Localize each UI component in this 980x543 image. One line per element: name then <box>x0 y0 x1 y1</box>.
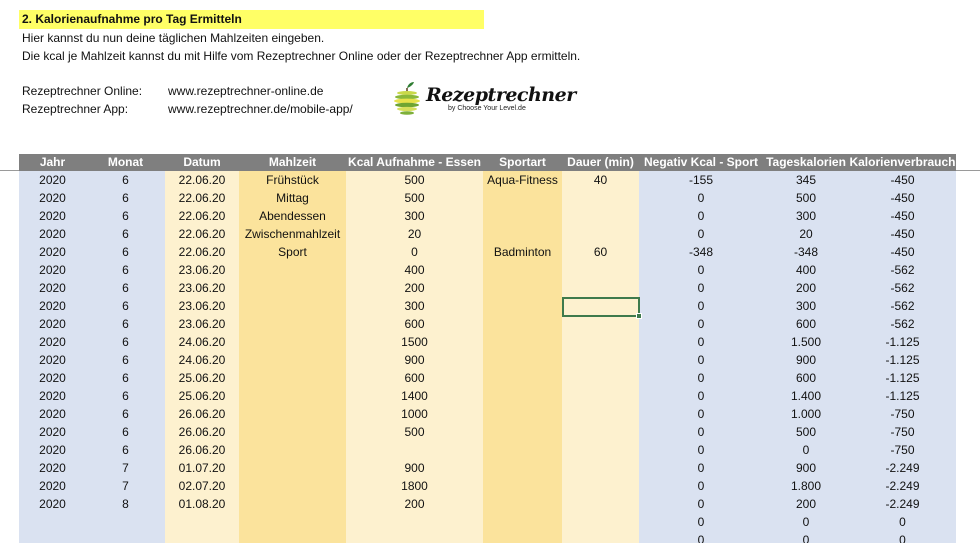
cell-monat[interactable]: 6 <box>86 171 165 189</box>
cell-kalorienverbrauch[interactable]: -2.249 <box>849 477 956 495</box>
cell-jahr[interactable]: 2020 <box>19 423 86 441</box>
table-row <box>19 459 956 477</box>
cell-monat[interactable]: 6 <box>86 387 165 405</box>
cell-kalorienverbrauch[interactable]: -2.249 <box>849 495 956 513</box>
cell-dauer[interactable]: 40 <box>562 171 639 189</box>
cell-mahlzeit[interactable] <box>239 459 346 477</box>
cell-dauer[interactable] <box>562 405 639 423</box>
cell-monat[interactable] <box>86 513 165 531</box>
link-url-app[interactable]: www.rezeptrechner.de/mobile-app/ <box>168 102 353 116</box>
cell-kalorienverbrauch[interactable]: -450 <box>849 225 956 243</box>
cell-monat[interactable]: 6 <box>86 441 165 459</box>
table-row <box>19 333 956 351</box>
cell-kalorienverbrauch[interactable]: -450 <box>849 189 956 207</box>
cell-kalorienverbrauch[interactable]: 0 <box>849 513 956 531</box>
cell-kcal-aufnahme[interactable]: 500 <box>346 423 483 441</box>
cell-negativ-kcal[interactable]: 0 <box>639 207 763 225</box>
table-header-row <box>19 154 956 171</box>
cell-datum[interactable]: 26.06.20 <box>165 423 239 441</box>
cell-negativ-kcal[interactable]: -348 <box>639 243 763 261</box>
cell-jahr[interactable]: 2020 <box>19 225 86 243</box>
cell-monat[interactable]: 6 <box>86 369 165 387</box>
cell-monat[interactable]: 6 <box>86 315 165 333</box>
cell-kcal-aufnahme[interactable]: 300 <box>346 207 483 225</box>
cell-negativ-kcal[interactable]: 0 <box>639 459 763 477</box>
cell-tageskalorien[interactable]: 200 <box>763 279 849 297</box>
cell-kalorienverbrauch[interactable]: -562 <box>849 261 956 279</box>
cell-jahr[interactable] <box>19 513 86 531</box>
cell-kalorienverbrauch[interactable]: -450 <box>849 171 956 189</box>
cell-datum[interactable] <box>165 531 239 543</box>
cell-jahr[interactable]: 2020 <box>19 207 86 225</box>
column-header-mahlzeit[interactable]: Mahlzeit <box>268 155 317 169</box>
cell-dauer[interactable] <box>562 387 639 405</box>
cell-negativ-kcal[interactable]: 0 <box>639 261 763 279</box>
cell-jahr[interactable]: 2020 <box>19 333 86 351</box>
cell-negativ-kcal[interactable]: 0 <box>639 441 763 459</box>
table-row <box>19 405 956 423</box>
cell-datum[interactable]: 22.06.20 <box>165 225 239 243</box>
cell-monat[interactable]: 6 <box>86 261 165 279</box>
cell-negativ-kcal[interactable]: 0 <box>639 369 763 387</box>
table-row <box>19 189 956 207</box>
cell-jahr[interactable] <box>19 531 86 543</box>
cell-kalorienverbrauch[interactable]: -750 <box>849 405 956 423</box>
cell-datum[interactable]: 01.07.20 <box>165 459 239 477</box>
cell-datum[interactable]: 23.06.20 <box>165 315 239 333</box>
cell-kalorienverbrauch[interactable]: -450 <box>849 207 956 225</box>
cell-mahlzeit[interactable] <box>239 441 346 459</box>
cell-mahlzeit[interactable] <box>239 423 346 441</box>
cell-kcal-aufnahme[interactable] <box>346 441 483 459</box>
cell-jahr[interactable]: 2020 <box>19 369 86 387</box>
cell-mahlzeit[interactable]: Mittag <box>239 189 346 207</box>
cell-jahr[interactable]: 2020 <box>19 351 86 369</box>
cell-monat[interactable]: 7 <box>86 477 165 495</box>
cell-kalorienverbrauch[interactable]: -750 <box>849 423 956 441</box>
cell-tageskalorien[interactable]: 0 <box>763 513 849 531</box>
cell-mahlzeit[interactable] <box>239 495 346 513</box>
cell-sportart[interactable] <box>483 207 562 225</box>
cell-kcal-aufnahme[interactable]: 900 <box>346 459 483 477</box>
cell-monat[interactable]: 6 <box>86 207 165 225</box>
cell-kcal-aufnahme[interactable] <box>346 531 483 543</box>
cell-datum[interactable]: 25.06.20 <box>165 369 239 387</box>
column-header-kcal-aufnahme[interactable]: Kcal Aufnahme - Essen <box>348 155 481 169</box>
cell-monat[interactable]: 8 <box>86 495 165 513</box>
table-row <box>19 531 956 543</box>
cell-sportart[interactable] <box>483 297 562 315</box>
table-row <box>19 207 956 225</box>
cell-tageskalorien[interactable]: 1.000 <box>763 405 849 423</box>
cell-dauer[interactable] <box>562 441 639 459</box>
cell-tageskalorien[interactable]: 300 <box>763 207 849 225</box>
cell-kcal-aufnahme[interactable]: 0 <box>346 243 483 261</box>
link-url-online[interactable]: www.rezeptrechner-online.de <box>168 84 324 98</box>
cell-kalorienverbrauch[interactable]: -562 <box>849 315 956 333</box>
cell-negativ-kcal[interactable]: 0 <box>639 351 763 369</box>
cell-kalorienverbrauch[interactable]: -450 <box>849 243 956 261</box>
column-header-monat[interactable]: Monat <box>107 155 144 169</box>
cell-monat[interactable] <box>86 531 165 543</box>
cell-datum[interactable]: 22.06.20 <box>165 207 239 225</box>
calorie-table <box>19 154 956 543</box>
cell-datum[interactable] <box>165 513 239 531</box>
cell-monat[interactable]: 6 <box>86 225 165 243</box>
cell-sportart[interactable] <box>483 459 562 477</box>
cell-dauer[interactable] <box>562 513 639 531</box>
cell-negativ-kcal[interactable]: 0 <box>639 225 763 243</box>
cell-mahlzeit[interactable]: Zwischenmahlzeit <box>239 225 346 243</box>
cell-jahr[interactable]: 2020 <box>19 495 86 513</box>
cell-sportart[interactable] <box>483 387 562 405</box>
cell-datum[interactable]: 23.06.20 <box>165 297 239 315</box>
cell-sportart[interactable] <box>483 513 562 531</box>
cell-sportart[interactable] <box>483 189 562 207</box>
cell-sportart[interactable] <box>483 315 562 333</box>
cell-sportart[interactable] <box>483 423 562 441</box>
cell-negativ-kcal[interactable]: 0 <box>639 405 763 423</box>
cell-negativ-kcal[interactable]: 0 <box>639 279 763 297</box>
table-row <box>19 441 956 459</box>
cell-negativ-kcal[interactable]: 0 <box>639 333 763 351</box>
cell-mahlzeit[interactable] <box>239 405 346 423</box>
cell-datum[interactable]: 22.06.20 <box>165 171 239 189</box>
cell-tageskalorien[interactable]: 1.500 <box>763 333 849 351</box>
cell-tageskalorien[interactable]: 200 <box>763 495 849 513</box>
table-row <box>19 279 956 297</box>
cell-negativ-kcal[interactable]: 0 <box>639 423 763 441</box>
cell-jahr[interactable]: 2020 <box>19 477 86 495</box>
cell-monat[interactable]: 6 <box>86 423 165 441</box>
cell-jahr[interactable]: 2020 <box>19 261 86 279</box>
cell-kalorienverbrauch[interactable]: -1.125 <box>849 369 956 387</box>
cell-kalorienverbrauch[interactable]: -1.125 <box>849 351 956 369</box>
cell-jahr[interactable]: 2020 <box>19 243 86 261</box>
cell-sportart[interactable] <box>483 531 562 543</box>
cell-dauer[interactable] <box>562 423 639 441</box>
cell-negativ-kcal[interactable]: 0 <box>639 297 763 315</box>
cell-monat[interactable]: 6 <box>86 333 165 351</box>
cell-dauer[interactable] <box>562 279 639 297</box>
cell-jahr[interactable]: 2020 <box>19 171 86 189</box>
cell-mahlzeit[interactable] <box>239 351 346 369</box>
cell-sportart[interactable]: Badminton <box>483 243 562 261</box>
table-row <box>19 369 956 387</box>
table-row <box>19 261 956 279</box>
cell-datum[interactable]: 24.06.20 <box>165 333 239 351</box>
cell-jahr[interactable]: 2020 <box>19 405 86 423</box>
logo-wordmark: Rezeptrechner <box>426 84 576 106</box>
link-label-app: Rezeptrechner App: <box>22 102 129 116</box>
cell-mahlzeit[interactable] <box>239 477 346 495</box>
cell-mahlzeit[interactable]: Abendessen <box>239 207 346 225</box>
cell-tageskalorien[interactable]: 600 <box>763 369 849 387</box>
cell-tageskalorien[interactable]: 345 <box>763 171 849 189</box>
cell-tageskalorien[interactable]: 300 <box>763 297 849 315</box>
column-header-jahr[interactable]: Jahr <box>39 155 66 169</box>
cell-jahr[interactable]: 2020 <box>19 315 86 333</box>
cell-datum[interactable]: 01.08.20 <box>165 495 239 513</box>
cell-sportart[interactable] <box>483 495 562 513</box>
table-row <box>19 315 956 333</box>
cell-sportart[interactable] <box>483 405 562 423</box>
cell-sportart[interactable] <box>483 351 562 369</box>
cell-datum[interactable]: 22.06.20 <box>165 243 239 261</box>
table-row <box>19 297 956 315</box>
cell-dauer[interactable] <box>562 225 639 243</box>
cell-jahr[interactable]: 2020 <box>19 297 86 315</box>
cell-kcal-aufnahme[interactable]: 20 <box>346 225 483 243</box>
table-body <box>19 171 956 543</box>
cell-dauer[interactable] <box>562 495 639 513</box>
cell-sportart[interactable] <box>483 477 562 495</box>
cell-negativ-kcal[interactable]: 0 <box>639 315 763 333</box>
column-header-datum[interactable]: Datum <box>183 155 221 169</box>
cell-mahlzeit[interactable] <box>239 369 346 387</box>
cell-kcal-aufnahme[interactable]: 1800 <box>346 477 483 495</box>
cell-kcal-aufnahme[interactable]: 600 <box>346 369 483 387</box>
cell-kalorienverbrauch[interactable]: -562 <box>849 297 956 315</box>
cell-negativ-kcal[interactable]: 0 <box>639 477 763 495</box>
cell-kcal-aufnahme[interactable]: 1400 <box>346 387 483 405</box>
cell-kcal-aufnahme[interactable]: 600 <box>346 315 483 333</box>
cell-kalorienverbrauch[interactable]: -750 <box>849 441 956 459</box>
table-row <box>19 351 956 369</box>
intro-text-2: Die kcal je Mahlzeit kannst du mit Hilfe vom Rezeptrechner Online oder der Rezeptrechner App ermitteln. <box>22 49 581 63</box>
table-row <box>19 423 956 441</box>
cell-monat[interactable]: 6 <box>86 243 165 261</box>
cell-tageskalorien[interactable]: 600 <box>763 315 849 333</box>
cell-negativ-kcal[interactable]: 0 <box>639 387 763 405</box>
cell-sportart[interactable] <box>483 441 562 459</box>
cell-mahlzeit[interactable] <box>239 333 346 351</box>
column-header-dauer[interactable]: Dauer (min) <box>567 155 634 169</box>
cell-kalorienverbrauch[interactable]: 0 <box>849 531 956 543</box>
cell-dauer[interactable]: 60 <box>562 243 639 261</box>
cell-kalorienverbrauch[interactable]: -1.125 <box>849 333 956 351</box>
cell-jahr[interactable]: 2020 <box>19 441 86 459</box>
cell-dauer[interactable] <box>562 459 639 477</box>
cell-negativ-kcal[interactable]: 0 <box>639 189 763 207</box>
cell-datum[interactable]: 02.07.20 <box>165 477 239 495</box>
cell-sportart[interactable] <box>483 261 562 279</box>
table-row <box>19 171 956 189</box>
cell-mahlzeit[interactable]: Sport <box>239 243 346 261</box>
table-row <box>19 513 956 531</box>
cell-negativ-kcal[interactable]: 0 <box>639 495 763 513</box>
cell-tageskalorien[interactable]: 500 <box>763 189 849 207</box>
fill-handle[interactable] <box>636 313 642 319</box>
cell-datum[interactable]: 25.06.20 <box>165 387 239 405</box>
cell-monat[interactable]: 6 <box>86 405 165 423</box>
cell-datum[interactable]: 26.06.20 <box>165 405 239 423</box>
cell-tageskalorien[interactable]: 500 <box>763 423 849 441</box>
cell-tageskalorien[interactable]: -348 <box>763 243 849 261</box>
cell-datum[interactable]: 24.06.20 <box>165 351 239 369</box>
cell-jahr[interactable]: 2020 <box>19 189 86 207</box>
logo-tagline: by Choose Your Level.de <box>448 105 526 112</box>
column-header-kalorienverbrauch[interactable]: Kalorienverbrauch <box>849 155 956 169</box>
intro-text-1: Hier kannst du nun deine täglichen Mahlzeiten eingeben. <box>22 31 325 45</box>
cell-datum[interactable]: 22.06.20 <box>165 189 239 207</box>
cell-mahlzeit[interactable] <box>239 261 346 279</box>
cell-jahr[interactable]: 2020 <box>19 387 86 405</box>
cell-negativ-kcal[interactable]: 0 <box>639 531 763 543</box>
cell-sportart[interactable] <box>483 279 562 297</box>
cell-datum[interactable]: 23.06.20 <box>165 261 239 279</box>
cell-sportart[interactable] <box>483 225 562 243</box>
cell-dauer[interactable] <box>562 333 639 351</box>
cell-dauer[interactable] <box>562 531 639 543</box>
cell-tageskalorien[interactable]: 400 <box>763 261 849 279</box>
rezeptrechner-logo <box>392 79 576 119</box>
cell-kcal-aufnahme[interactable]: 900 <box>346 351 483 369</box>
cell-kcal-aufnahme[interactable]: 200 <box>346 279 483 297</box>
cell-sportart[interactable] <box>483 333 562 351</box>
cell-dauer[interactable] <box>562 261 639 279</box>
cell-jahr[interactable]: 2020 <box>19 279 86 297</box>
table-row <box>19 387 956 405</box>
table-row <box>19 495 956 513</box>
cell-kcal-aufnahme[interactable]: 1000 <box>346 405 483 423</box>
table-row <box>19 477 956 495</box>
cell-tageskalorien[interactable]: 20 <box>763 225 849 243</box>
cell-monat[interactable]: 6 <box>86 189 165 207</box>
cell-kcal-aufnahme[interactable]: 400 <box>346 261 483 279</box>
column-header-sportart[interactable]: Sportart <box>499 155 546 169</box>
cell-datum[interactable]: 26.06.20 <box>165 441 239 459</box>
table-row <box>19 225 956 243</box>
cell-kcal-aufnahme[interactable]: 200 <box>346 495 483 513</box>
cell-dauer[interactable] <box>562 477 639 495</box>
table-row <box>19 243 956 261</box>
cell-kcal-aufnahme[interactable]: 500 <box>346 189 483 207</box>
cell-sportart[interactable]: Aqua-Fitness <box>483 171 562 189</box>
cell-monat[interactable]: 6 <box>86 351 165 369</box>
cell-monat[interactable]: 7 <box>86 459 165 477</box>
cell-tageskalorien[interactable]: 1.800 <box>763 477 849 495</box>
cell-mahlzeit[interactable] <box>239 513 346 531</box>
cell-tageskalorien[interactable]: 900 <box>763 459 849 477</box>
cell-kcal-aufnahme[interactable]: 1500 <box>346 333 483 351</box>
cell-mahlzeit[interactable] <box>239 315 346 333</box>
cell-sportart[interactable] <box>483 369 562 387</box>
cell-mahlzeit[interactable]: Frühstück <box>239 171 346 189</box>
cell-kcal-aufnahme[interactable] <box>346 513 483 531</box>
cell-monat[interactable]: 6 <box>86 297 165 315</box>
cell-negativ-kcal[interactable]: 0 <box>639 513 763 531</box>
cell-mahlzeit[interactable] <box>239 531 346 543</box>
column-header-tageskalorien[interactable]: Tageskalorien <box>766 155 846 169</box>
cell-kalorienverbrauch[interactable]: -2.249 <box>849 459 956 477</box>
cell-mahlzeit[interactable] <box>239 279 346 297</box>
section-title: 2. Kalorienaufnahme pro Tag Ermitteln <box>19 10 484 29</box>
cell-dauer[interactable] <box>562 315 639 333</box>
cell-datum[interactable]: 23.06.20 <box>165 279 239 297</box>
cell-dauer[interactable] <box>562 207 639 225</box>
cell-kalorienverbrauch[interactable]: -1.125 <box>849 387 956 405</box>
cell-kcal-aufnahme[interactable]: 500 <box>346 171 483 189</box>
cell-monat[interactable]: 6 <box>86 279 165 297</box>
column-header-negativ-kcal[interactable]: Negativ Kcal - Sport <box>643 155 759 169</box>
cell-dauer[interactable] <box>562 351 639 369</box>
cell-tageskalorien[interactable]: 900 <box>763 351 849 369</box>
cell-negativ-kcal[interactable]: -155 <box>639 171 763 189</box>
cell-dauer[interactable] <box>562 369 639 387</box>
cell-jahr[interactable]: 2020 <box>19 459 86 477</box>
apple-logo-icon <box>392 81 422 117</box>
cell-mahlzeit[interactable] <box>239 387 346 405</box>
cell-kalorienverbrauch[interactable]: -562 <box>849 279 956 297</box>
cell-kcal-aufnahme[interactable]: 300 <box>346 297 483 315</box>
cell-mahlzeit[interactable] <box>239 297 346 315</box>
cell-tageskalorien[interactable]: 1.400 <box>763 387 849 405</box>
cell-tageskalorien[interactable]: 0 <box>763 441 849 459</box>
link-label-online: Rezeptrechner Online: <box>22 84 143 98</box>
selected-cell-outline[interactable] <box>562 297 640 317</box>
cell-tageskalorien[interactable]: 0 <box>763 531 849 543</box>
cell-dauer[interactable] <box>562 189 639 207</box>
